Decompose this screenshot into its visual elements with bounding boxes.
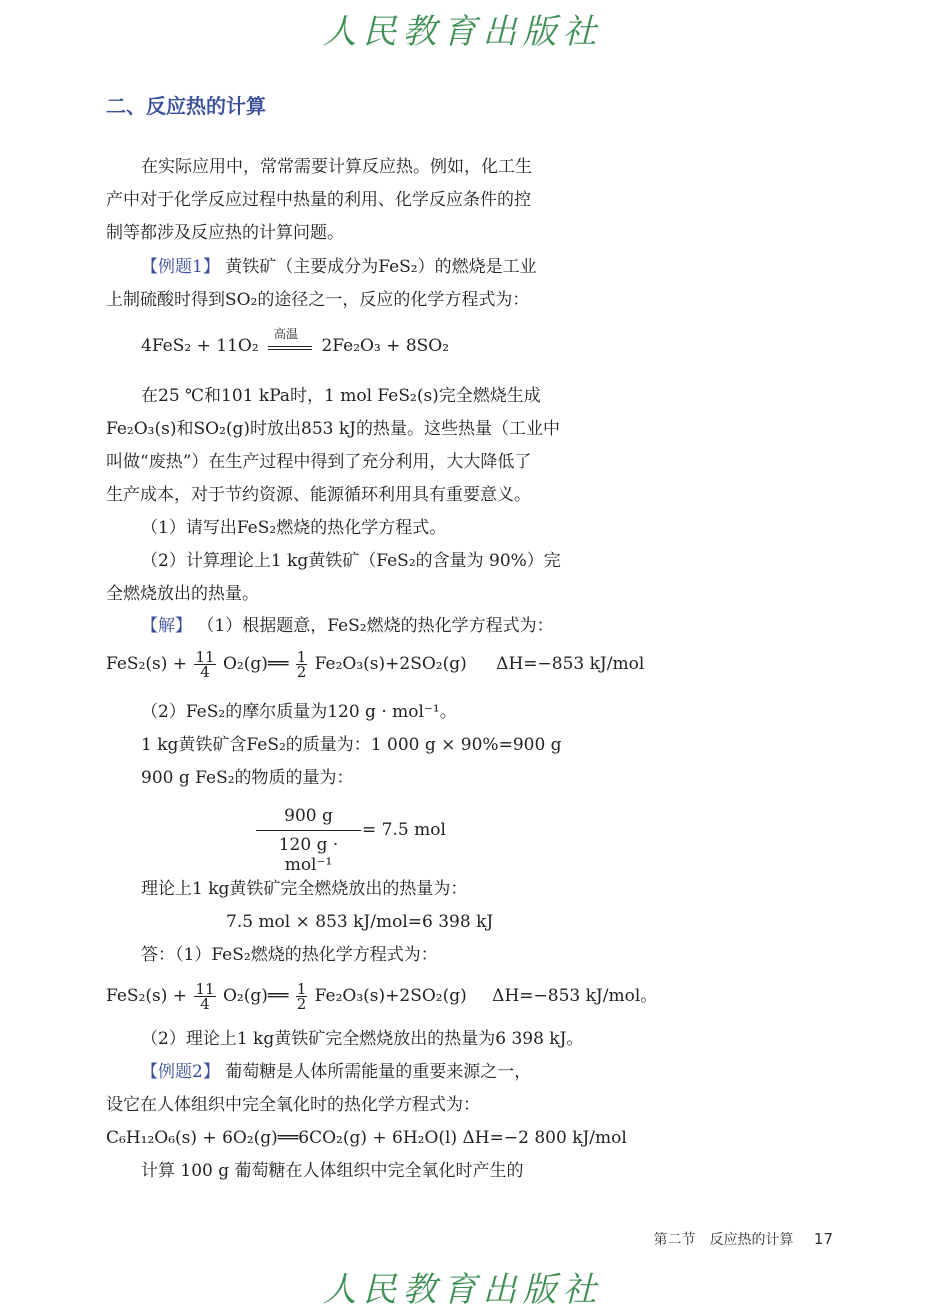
publisher-logo-bottom: 人民教育出版社	[322, 1270, 603, 1310]
solution-first-line	[141, 615, 554, 637]
equation-fes2-combustion	[141, 326, 450, 356]
eq2-mid: O₂(g)══	[222, 986, 289, 1006]
solution-label: 【解】	[141, 616, 192, 636]
example1-label: 【例题1】	[141, 257, 220, 277]
equation-arrow	[268, 326, 312, 355]
moles-fraction	[256, 806, 361, 875]
question-1: （1）请写出FeS₂燃烧的热化学方程式。	[141, 518, 447, 538]
eq1-right: Fe₂O₃(s)+2SO₂(g)	[314, 654, 467, 674]
equation-condition: 高温	[274, 326, 299, 341]
example1-body-4: 生产成本，对于节约资源、能源循环利用具有重要意义。	[106, 485, 531, 505]
answer-2: （2）理论上1 kg黄铁矿完全燃烧放出的热量为6 398 kJ。	[141, 1029, 584, 1049]
example1-body-3: 叫做“废热”）在生产过程中得到了充分利用，大大降低了	[106, 452, 532, 472]
eq1-fraction-1-2: $\frac{1}{2}$	[296, 648, 307, 681]
solution-step-3: 1 kg黄铁矿含FeS₂的质量为：1 000 g × 90%=900 g	[141, 735, 562, 755]
solution-intro: （1）根据题意，FeS₂燃烧的热化学方程式为：	[197, 616, 554, 636]
question-2a: （2）计算理论上1 kg黄铁矿（FeS₂的含量为 90%）完	[141, 551, 561, 571]
equation-left: 4FeS₂ + 11O₂	[141, 336, 259, 356]
example2-line3: 计算 100 g 葡萄糖在人体组织中完全氧化时产生的	[141, 1161, 524, 1181]
question-2b: 全燃烧放出的热量。	[106, 584, 259, 604]
eq2-fraction-11-4: $\frac{11}{4}$	[195, 980, 215, 1013]
example2-line2: 设它在人体组织中完全氧化时的热化学方程式为：	[106, 1095, 480, 1115]
example2-label: 【例题2】	[141, 1062, 220, 1082]
solution-step-6: 7.5 mol × 853 kJ/mol=6 398 kJ	[226, 912, 494, 932]
eq1-left: FeS₂(s) +	[106, 654, 188, 674]
section-title: 二、反应热的计算	[106, 94, 266, 118]
intro-line-3: 制等都涉及反应热的计算问题。	[106, 223, 344, 243]
eq2-fraction-1-2: $\frac{1}{2}$	[296, 980, 307, 1013]
publisher-logo-top: 人民教育出版社	[322, 12, 603, 52]
example1-line1: 黄铁矿（主要成分为FeS₂）的燃烧是工业	[225, 257, 537, 277]
page-number: 17	[813, 1230, 833, 1248]
eq1-mid: O₂(g)══	[222, 654, 289, 674]
example2-line1: 葡萄糖是人体所需能量的重要来源之一，	[225, 1062, 532, 1082]
example1-first-line	[141, 256, 537, 278]
moles-result: = 7.5 mol	[362, 820, 446, 840]
example2-first-line	[141, 1061, 531, 1083]
thermo-equation-1	[106, 650, 644, 679]
eq2-delta-h: ΔH=−853 kJ/mol。	[492, 986, 658, 1006]
eq1-delta-h: ΔH=−853 kJ/mol	[496, 654, 645, 674]
footer-section: 第二节 反应热的计算	[653, 1232, 794, 1248]
thermo-equation-2	[106, 981, 657, 1011]
intro-line-1: 在实际应用中，常常需要计算反应热。例如，化工生	[141, 157, 532, 177]
example1-body-2: Fe₂O₃(s)和SO₂(g)时放出853 kJ的热量。这些热量（工业中	[106, 419, 560, 439]
equation-right: 2Fe₂O₃ + 8SO₂	[321, 336, 450, 356]
solution-step-5: 理论上1 kg黄铁矿完全燃烧放出的热量为：	[141, 879, 468, 899]
solution-step-2: （2）FeS₂的摩尔质量为120 g · mol⁻¹。	[141, 702, 457, 722]
page-footer	[653, 1229, 833, 1249]
glucose-equation: C₆H₁₂O₆(s) + 6O₂(g)══6CO₂(g) + 6H₂O(l) ΔH=−2 800 kJ/mol	[106, 1128, 627, 1148]
moles-fraction-numerator: 900 g	[256, 806, 361, 831]
solution-step-4: 900 g FeS₂的物质的量为：	[141, 768, 354, 788]
example1-line2: 上制硫酸时得到SO₂的途径之一，反应的化学方程式为：	[106, 290, 530, 310]
moles-fraction-denominator: 120 g · mol⁻¹	[278, 835, 339, 875]
example1-body-1: 在25 ℃和101 kPa时，1 mol FeS₂(s)完全燃烧生成	[141, 386, 541, 406]
eq1-fraction-11-4: $\frac{11}{4}$	[195, 648, 215, 681]
eq2-left: FeS₂(s) +	[106, 986, 188, 1006]
answer-intro: 答：（1）FeS₂燃烧的热化学方程式为：	[141, 945, 438, 965]
eq2-right: Fe₂O₃(s)+2SO₂(g)	[314, 986, 467, 1006]
intro-line-2: 产中对于化学反应过程中热量的利用、化学反应条件的控	[106, 190, 531, 210]
